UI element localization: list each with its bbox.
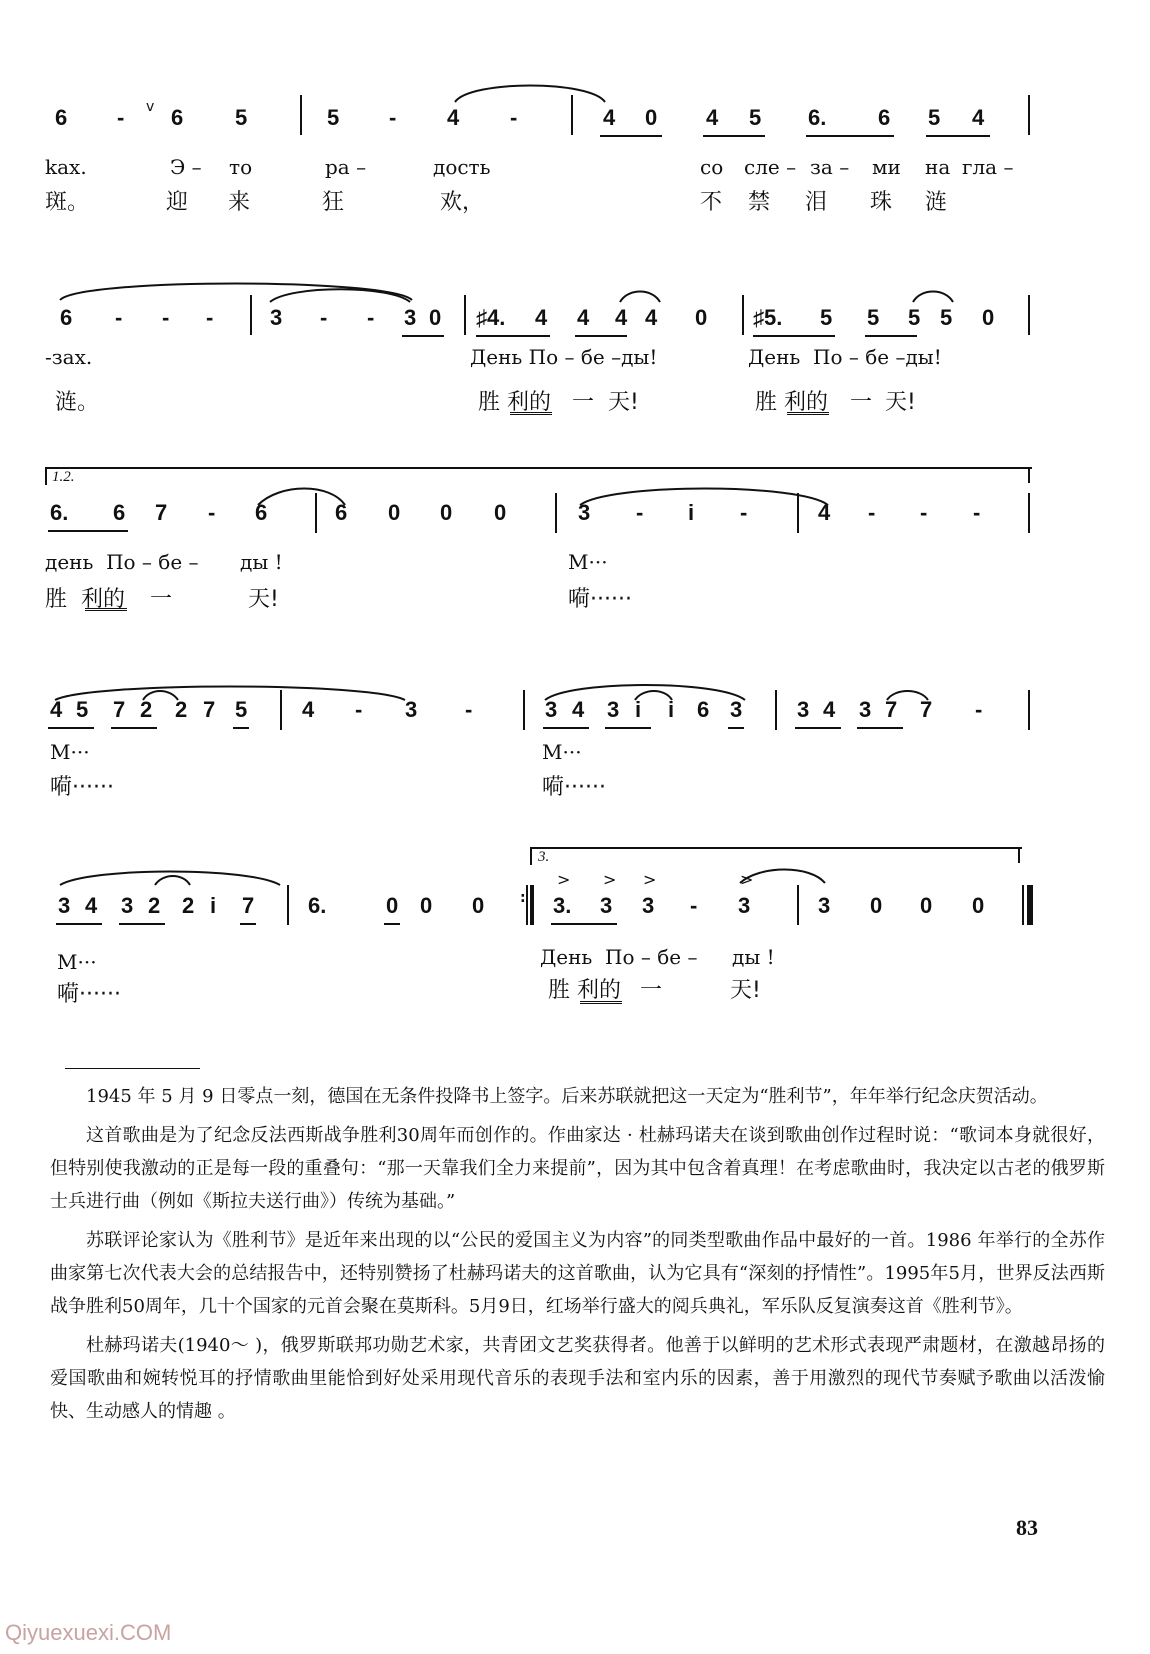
barline	[571, 95, 573, 135]
lyric-ru: День По – бе –ды!	[470, 345, 658, 369]
lyric-zh: 天!	[608, 390, 639, 415]
lyric-zh: 胜 利的	[548, 978, 621, 1003]
double-underline	[85, 608, 127, 611]
barline	[1028, 690, 1030, 730]
note: ♯4.	[476, 305, 506, 330]
underline	[384, 923, 400, 925]
note: 0	[440, 500, 453, 525]
note: i	[668, 697, 675, 722]
note: -	[162, 305, 170, 330]
lyric-ru: День По – бе –	[540, 945, 698, 969]
lyric-ru: M···	[542, 740, 582, 764]
note: 6	[60, 305, 73, 330]
lyric-ru: ды !	[732, 945, 775, 969]
note: -	[510, 105, 518, 130]
note: 3	[578, 500, 591, 525]
note: 4	[302, 697, 315, 722]
lyric-ru: дость	[433, 155, 491, 179]
note: 0	[494, 500, 507, 525]
note: 4	[577, 305, 590, 330]
lyric-zh: 欢，	[440, 190, 485, 215]
note: 6.	[808, 105, 827, 130]
lyric-ru: за –	[810, 155, 850, 179]
note: 3	[600, 893, 613, 918]
note: 5	[235, 105, 248, 130]
lyric-zh: 涟	[925, 190, 948, 215]
volta-label: 1.2.	[52, 469, 75, 485]
note: -	[465, 697, 473, 722]
note: 0	[972, 893, 985, 918]
note: 6	[335, 500, 348, 525]
barline	[797, 493, 799, 533]
note: 6	[878, 105, 891, 130]
barline	[1028, 493, 1030, 533]
note: 4	[603, 105, 616, 130]
note: 5	[908, 305, 921, 330]
note: -	[115, 305, 123, 330]
note: 3	[404, 305, 417, 330]
note: 3	[121, 893, 134, 918]
lyric-zh: 一	[850, 390, 873, 415]
volta-label: 3.	[538, 849, 550, 865]
note: -	[206, 305, 214, 330]
underline	[551, 923, 617, 925]
note: i	[210, 893, 217, 918]
double-underline	[580, 1001, 622, 1004]
note: 0	[920, 893, 933, 918]
note: 4	[645, 305, 658, 330]
lyric-zh: 一	[572, 390, 595, 415]
note: i	[688, 500, 695, 525]
lyric-ru: M···	[57, 950, 97, 974]
accent-mark: >	[603, 870, 617, 889]
note: 0	[429, 305, 442, 330]
lyric-ru: M···	[50, 740, 90, 764]
note: -	[975, 697, 983, 722]
underline	[728, 727, 744, 729]
underline	[476, 335, 550, 337]
note: 3	[270, 305, 283, 330]
note: 0	[420, 893, 433, 918]
note: 3	[58, 893, 71, 918]
underline	[575, 335, 627, 337]
lyric-zh: 天!	[730, 978, 761, 1003]
score-system-2	[0, 260, 1150, 430]
underline	[56, 923, 102, 925]
note: ♯5.	[753, 305, 783, 330]
lyric-ru: ды !	[240, 550, 283, 574]
lyric-zh: 一	[640, 978, 663, 1003]
lyric-zh: 胜 利的	[478, 390, 551, 415]
barline	[315, 493, 317, 533]
lyric-zh: 天!	[248, 587, 279, 612]
note: 3	[818, 893, 831, 918]
accent-mark: >	[557, 870, 571, 889]
underline	[543, 727, 589, 729]
note: 3	[545, 697, 558, 722]
note: 0	[386, 893, 399, 918]
underline	[605, 727, 651, 729]
breath-mark: v	[146, 99, 155, 115]
note: 4	[972, 105, 985, 130]
note: -	[868, 500, 876, 525]
lyric-zh: 来	[228, 190, 251, 215]
note: 0	[388, 500, 401, 525]
score-system-5	[0, 845, 1150, 1015]
note: 3	[797, 697, 810, 722]
note: 3	[607, 697, 620, 722]
final-barline	[1022, 885, 1034, 925]
underline	[119, 923, 165, 925]
underline	[48, 727, 94, 729]
underline	[795, 727, 841, 729]
note: 2	[148, 893, 161, 918]
note: 3.	[553, 893, 572, 918]
note: 2	[182, 893, 195, 918]
lyric-zh: 嗬······	[568, 587, 632, 612]
underline	[240, 923, 256, 925]
page-number: 83	[1016, 1515, 1038, 1540]
note: 5	[327, 105, 340, 130]
barline	[797, 885, 799, 925]
barline	[1028, 295, 1030, 335]
lyric-zh: 胜 利的	[45, 587, 125, 612]
note: 6.	[50, 500, 69, 525]
lyric-zh: 嗬······	[57, 982, 121, 1007]
note: 6	[171, 105, 184, 130]
lyric-ru: со	[700, 155, 724, 179]
underline	[865, 335, 917, 337]
paragraph: 苏联评论家认为《胜利节》是近年来出现的以“公民的爱国主义为内容”的同类型歌曲作品中最好的一首。1986 年举行的全苏作曲家第七次代表大会的总结报告中，还特别赞扬了杜赫玛诺夫的这首歌曲，认为它具有“深刻的抒情性”。1995年5月，世界反法西斯战争胜利50周年，几十个国家的元首会聚在莫斯科。5月9日，红场举行盛大的阅兵典礼，军乐队反复演奏这首《胜利节》。	[50, 1230, 1105, 1317]
note: 6	[113, 500, 126, 525]
note: 0	[695, 305, 708, 330]
lyric-ru: Э –	[170, 155, 202, 179]
lyric-zh: 斑。	[45, 190, 90, 215]
note: 7	[920, 697, 933, 722]
note: 4	[572, 697, 585, 722]
lyric-zh: 天!	[885, 390, 916, 415]
underline	[806, 135, 894, 137]
lyric-zh: 胜 利的	[755, 390, 828, 415]
note: 7	[242, 893, 255, 918]
underline	[857, 727, 903, 729]
note: 6	[255, 500, 268, 525]
note: -	[690, 893, 698, 918]
note: 2	[175, 697, 188, 722]
lyric-zh: 迎	[166, 190, 189, 215]
note: -	[920, 500, 928, 525]
lyric-zh: 珠	[870, 190, 893, 215]
lyric-zh: 不	[700, 190, 723, 215]
barline	[555, 493, 557, 533]
lyric-ru: kax.	[45, 155, 87, 179]
note: 7	[113, 697, 126, 722]
footnote-divider	[65, 1068, 200, 1069]
note: 3	[859, 697, 872, 722]
note: 3	[405, 697, 418, 722]
lyric-ru: сле –	[744, 155, 797, 179]
underline	[926, 135, 990, 137]
accent-mark: >	[643, 870, 657, 889]
note: 5	[928, 105, 941, 130]
note: 5	[867, 305, 880, 330]
note: -	[117, 105, 125, 130]
double-underline	[510, 412, 552, 415]
lyric-ru: M···	[568, 550, 608, 574]
note: 6.	[308, 893, 327, 918]
note: 4	[85, 893, 98, 918]
note: 4	[50, 697, 63, 722]
barline	[287, 885, 289, 925]
note: 0	[870, 893, 883, 918]
underline	[111, 727, 157, 729]
note: 4	[706, 105, 719, 130]
underline	[600, 135, 662, 137]
note: 3	[738, 893, 751, 918]
score-system-3	[0, 465, 1150, 635]
lyric-zh: 嗬······	[542, 775, 606, 800]
note: 4	[818, 500, 831, 525]
note: 5	[749, 105, 762, 130]
barline	[300, 95, 302, 135]
barline	[775, 690, 777, 730]
note: -	[973, 500, 981, 525]
lyric-ru: гла –	[962, 155, 1014, 179]
lyric-zh: 嗬······	[50, 775, 114, 800]
note: -	[355, 697, 363, 722]
lyric-ru: на	[925, 155, 951, 179]
paragraph: 杜赫玛诺夫(1940～ )，俄罗斯联邦功勋艺术家，共青团文艺奖获得者。他善于以鲜明的艺术形式表现严肃题材，在激越昂扬的爱国歌曲和婉转悦耳的抒情歌曲里能恰到好处采用现代音乐的表现手法和室内乐的因素，善于用激烈的现代节奏赋予歌曲以活泼愉快、生动感人的情趣 。	[50, 1335, 1105, 1422]
underline	[402, 335, 444, 337]
accent-mark: >	[740, 870, 754, 889]
lyric-ru: День По – бе –ды!	[748, 345, 942, 369]
lyric-ru: ра –	[325, 155, 367, 179]
note: 3	[642, 893, 655, 918]
lyric-zh: 狂	[322, 190, 345, 215]
lyric-zh: 一	[150, 587, 173, 612]
watermark: Qiyuexuexi.COM	[5, 1620, 172, 1645]
note: -	[367, 305, 375, 330]
lyric-zh: 禁	[748, 190, 771, 215]
lyric-ru: то	[229, 155, 253, 179]
repeat-sign: :	[520, 885, 534, 925]
note: 4	[447, 105, 460, 130]
note: -	[208, 500, 216, 525]
note: 6	[55, 105, 68, 130]
barline	[523, 690, 525, 730]
barline	[1028, 95, 1030, 135]
paragraph: 1945 年 5 月 9 日零点一刻，德国在无条件投降书上签字。后来苏联就把这一天定为“胜利节”，年年举行纪念庆贺活动。	[86, 1086, 1048, 1107]
note: 3	[730, 697, 743, 722]
score-system-1	[0, 60, 1150, 230]
underline	[753, 335, 835, 337]
double-underline	[787, 412, 829, 415]
underline	[703, 135, 765, 137]
note: -	[636, 500, 644, 525]
note: 7	[203, 697, 216, 722]
lyric-ru: ми	[872, 155, 901, 179]
note: 0	[645, 105, 658, 130]
note: 4	[823, 697, 836, 722]
commentary	[50, 1080, 1105, 1434]
underline	[48, 530, 128, 532]
note: 7	[155, 500, 168, 525]
note: 5	[235, 697, 248, 722]
lyric-zh: 涟。	[55, 390, 100, 415]
note: -	[740, 500, 748, 525]
lyric-zh: 泪	[805, 190, 828, 215]
note: 5	[820, 305, 833, 330]
note: -	[320, 305, 328, 330]
note: 5	[940, 305, 953, 330]
note: 4	[615, 305, 628, 330]
underline	[233, 727, 249, 729]
lyric-ru: день По – бе –	[45, 550, 199, 574]
note: 7	[885, 697, 898, 722]
note: 0	[982, 305, 995, 330]
lyric-ru: -зах.	[45, 345, 93, 369]
barline	[464, 295, 466, 335]
note: 4	[535, 305, 548, 330]
barline	[250, 295, 252, 335]
note: 6	[697, 697, 710, 722]
score-system-4	[0, 660, 1150, 830]
note: 5	[76, 697, 89, 722]
note: -	[389, 105, 397, 130]
paragraph: 这首歌曲是为了纪念反法西斯战争胜利30周年而创作的。作曲家达 · 杜赫玛诺夫在谈到歌曲创作过程时说：“歌词本身就很好，但特别使我激动的正是每一段的重叠句：“那一天靠我们全力来提前”，因为其中包含着真理！在考虑歌曲时，我决定以古老的俄罗斯士兵进行曲（例如《斯拉夫送行曲》）传统为基础。”	[50, 1125, 1105, 1212]
note: i	[635, 697, 642, 722]
note: 2	[140, 697, 153, 722]
barline	[742, 295, 744, 335]
note: 0	[472, 893, 485, 918]
barline	[280, 690, 282, 730]
